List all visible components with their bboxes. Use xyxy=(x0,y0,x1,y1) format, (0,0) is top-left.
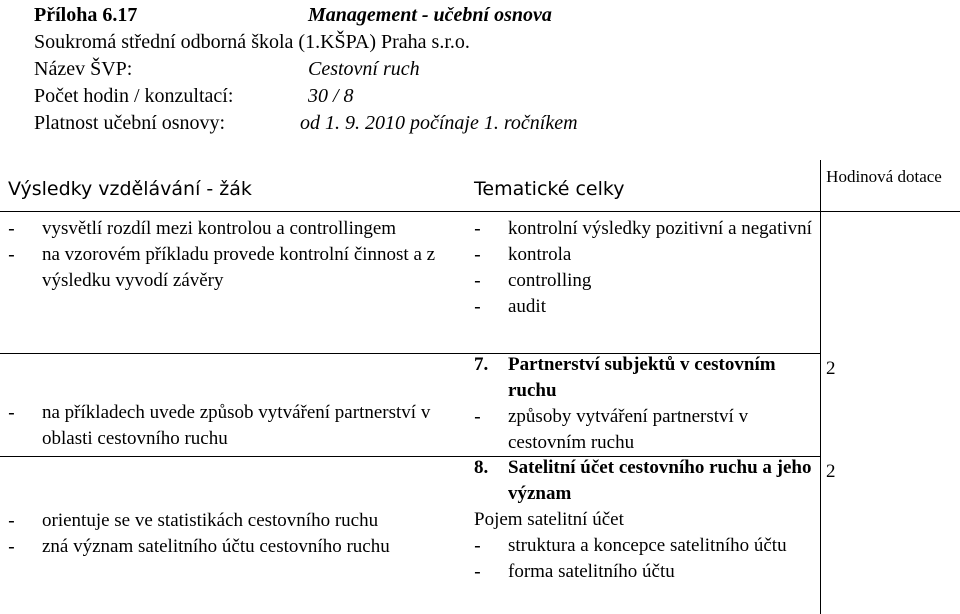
outcome-item: - zná význam satelitního účtu cestovního ruchu xyxy=(8,536,390,558)
topic-item: - kontrolní výsledky pozitivní a negativní xyxy=(474,218,812,240)
school-name: Soukromá střední odborná škola (1.KŠPA) Praha s.r.o. xyxy=(34,31,470,53)
section-heading: 7. Partnerství subjektů v cestovním ruchu xyxy=(474,354,776,401)
topics-group-section8 xyxy=(474,455,814,585)
column-header-hours: Hodinová dotace xyxy=(826,167,942,186)
hours-value: 30 / 8 xyxy=(308,85,354,107)
validity-value: od 1. 9. 2010 počínaje 1. ročníkem xyxy=(300,112,578,134)
topic-item: - struktura a koncepce satelitního účtu xyxy=(474,535,787,557)
topic-item: - controlling xyxy=(474,270,592,292)
program-label: Název ŠVP: xyxy=(34,58,133,80)
table-rule-header xyxy=(0,211,960,212)
outcomes-group-satellite xyxy=(8,508,448,560)
subject-title: Management - učební osnova xyxy=(308,4,552,26)
topics-group-section7 xyxy=(474,352,814,456)
hours-label: Počet hodin / konzultací: xyxy=(34,85,234,107)
topic-intro: Pojem satelitní účet xyxy=(474,509,624,530)
topic-item: - forma satelitního účtu xyxy=(474,561,675,583)
validity-label: Platnost učební osnovy: xyxy=(34,112,226,134)
table-rule-hours-column xyxy=(820,160,821,614)
outcome-item: - na příkladech uvede způsob vytváření partnerství v oblasti cestovního ruchu xyxy=(8,402,431,449)
column-header-topics: Tematické celky xyxy=(474,178,625,200)
outcome-item: - orientuje se ve statistikách cestovního ruchu xyxy=(8,510,379,532)
program-value: Cestovní ruch xyxy=(308,58,420,80)
topic-item: - kontrola xyxy=(474,244,572,266)
outcome-item: - vysvětlí rozdíl mezi kontrolou a controllingem xyxy=(8,218,397,240)
column-header-outcomes: Výsledky vzdělávání - žák xyxy=(8,178,252,200)
outcomes-group-partnership xyxy=(8,400,448,452)
section-heading: 8. Satelitní účet cestovního ruchu a jeho význam xyxy=(474,457,812,504)
outcomes-group-control xyxy=(8,216,448,294)
hours-section7: 2 xyxy=(826,358,836,379)
attachment-number: Příloha 6.17 xyxy=(34,4,138,26)
topics-group-control xyxy=(474,216,814,320)
topic-item: - audit xyxy=(474,296,546,318)
hours-section8: 2 xyxy=(826,461,836,482)
topic-item: - způsoby vytváření partnerství v cestovním ruchu xyxy=(474,406,749,453)
outcome-item: - na vzorovém příkladu provede kontrolní činnost a z výsledku vyvodí závěry xyxy=(8,244,436,291)
